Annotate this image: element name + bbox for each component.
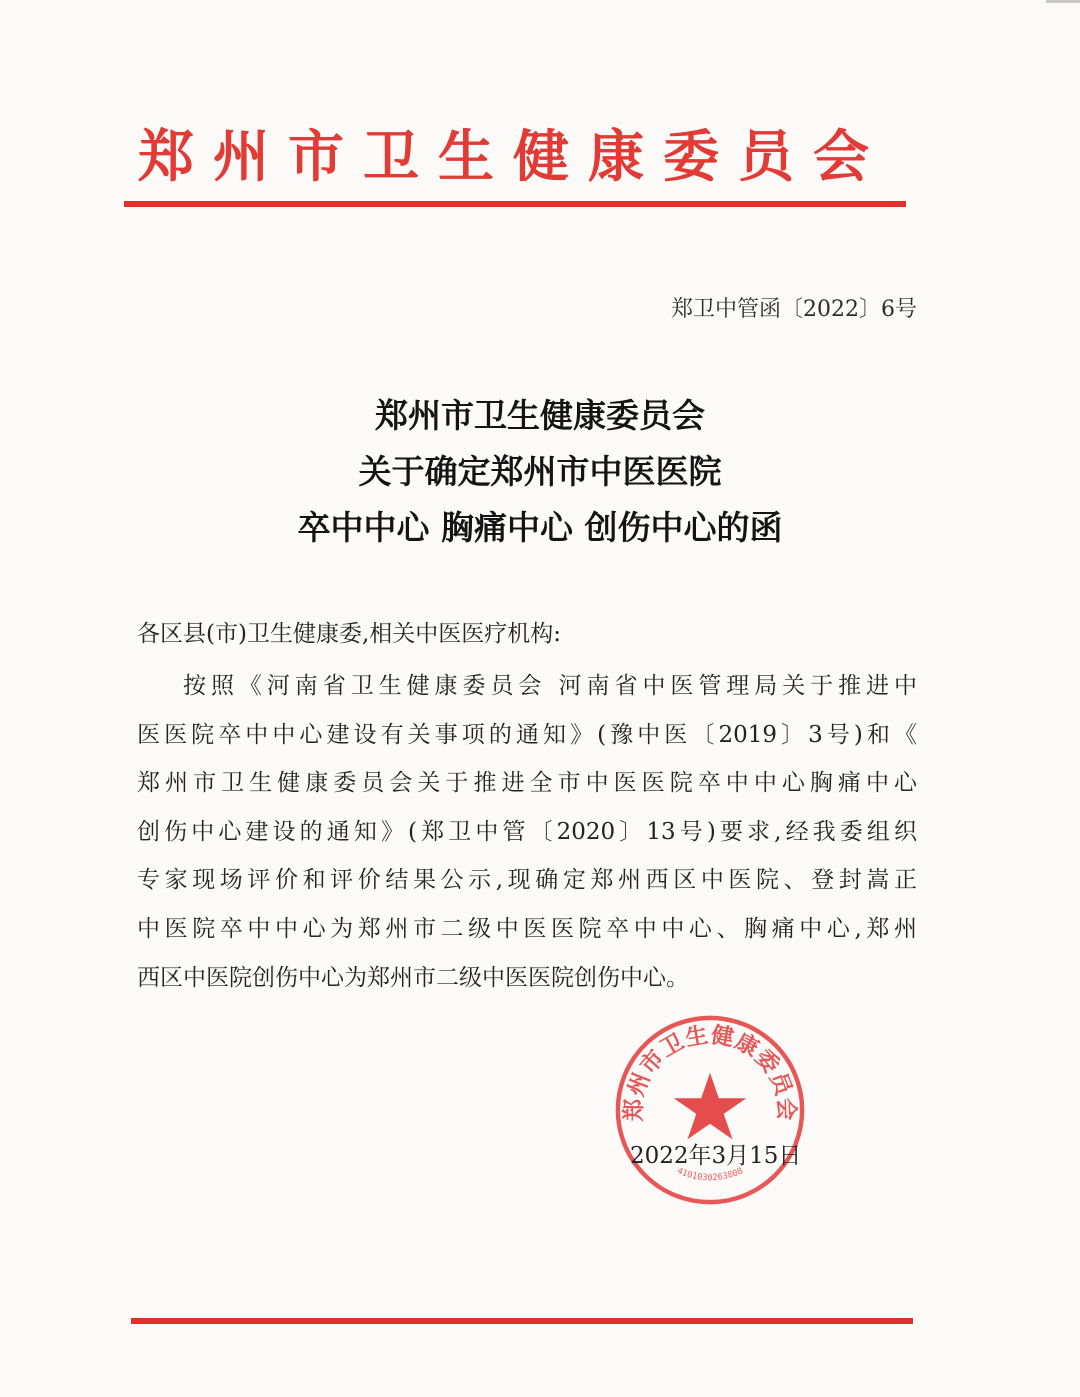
body-line: 郑州市卫生健康委员会关于推进全市中医医院卒中中心胸痛中心 [137, 770, 917, 797]
title-line-2: 关于确定郑州市中医医院 [358, 452, 722, 491]
salutation: 各区县(市)卫生健康委,相关中医医疗机构: [137, 621, 562, 647]
letterhead-org-name: 郑州市卫生健康委员会 [138, 125, 888, 190]
seal-code: 4101030263808 [675, 1166, 745, 1184]
letterhead-red-rule [124, 201, 906, 207]
title-line-3: 卒中中心 胸痛中心 创伤中心的函 [297, 508, 783, 547]
scan-edge-mark [1046, 0, 1080, 3]
body-paragraph [137, 662, 917, 1002]
body-line: 创伤中心建设的通知》(郑卫中管〔2020〕13号)要求,经我委组织 [137, 818, 917, 845]
document-title [120, 388, 960, 556]
body-line: 医医院卒中中心建设有关事项的通知》(豫中医〔2019〕3号)和《 [137, 721, 917, 748]
title-line-1: 郑州市卫生健康委员会 [375, 396, 705, 435]
signature-date: 2022年3月15日 [630, 1143, 802, 1169]
official-seal-stamp [612, 1012, 808, 1208]
body-line: 按照《河南省卫生健康委员会 河南省中医管理局关于推进中 [183, 673, 917, 699]
seal-arc-text: 郑州市卫生健康委员会 [621, 1022, 799, 1122]
body-line: 中医院卒中中心为郑州市二级中医医院卒中中心、胸痛中心,郑州 [137, 915, 917, 942]
seal-star-icon [674, 1073, 747, 1140]
document-number: 郑卫中管函〔2022〕6号 [671, 297, 917, 322]
body-line: 专家现场评价和评价结果公示,现确定郑州西区中医院、登封嵩正 [137, 867, 917, 894]
body-line: 西区中医院创伤中心为郑州市二级中医医院创伤中心。 [137, 964, 689, 991]
footer-red-rule [131, 1318, 913, 1324]
